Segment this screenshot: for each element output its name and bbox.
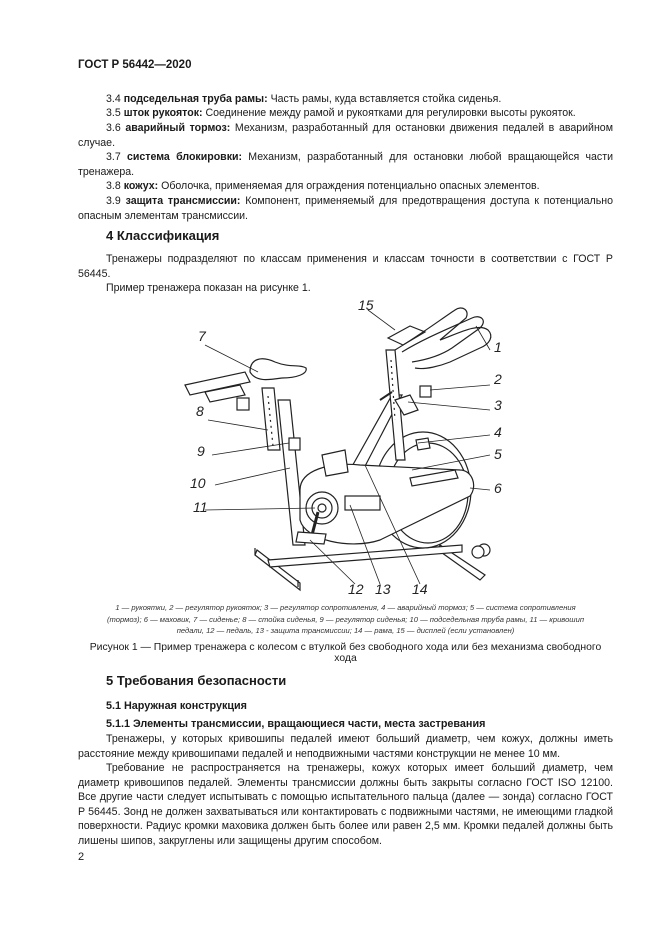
figure-label-10: 10 <box>190 475 206 491</box>
section-5-paragraph-1: Тренажеры, у которых кривошипы педалей имеют больший диаметр, чем кожух, должны иметь расстояние между кривошипами педалей и неподвижными частями конструкции не менее 10 мм. <box>78 733 613 760</box>
section-5-paragraph-2: Требование не распространяется на тренажеры, кожух которых имеет больший диаметр, чем диаметр кривошипов педалей. Элементы трансмиссии должны быть закрыты согласно ГОСТ ISO 12100. Все другие части следует испытывать с помощью испытательного пальца (далее — зонда) согласно ГОСТ Р 56445. Зонд не должен захватываться или контактировать с подвижными частями, не имеющими гладкой поверхности. Радиус кромки маховика должен быть более или равен 2,5 мм. Кромки педалей должны быть лишены шипов, закруглены или защищены другим способом. <box>78 762 613 847</box>
figure-label-11: 11 <box>193 499 208 515</box>
figure-label-2: 2 <box>494 371 502 387</box>
figure-caption: Рисунок 1 — Пример тренажера с колесом с втулкой без свободного хода или без механизма свободного хода <box>89 642 602 664</box>
section-4-title: 4 Классификация <box>106 228 220 243</box>
figure-label-9: 9 <box>197 443 205 459</box>
figure-label-8: 8 <box>196 403 204 419</box>
figure-label-5: 5 <box>494 446 502 462</box>
definition-3-4: 3.4 подседельная труба рамы: Часть рамы, куда вставляется стойка сиденья. <box>106 93 502 105</box>
section-5-title: 5 Требования безопасности <box>106 673 287 688</box>
figure-label-7: 7 <box>198 328 206 344</box>
section-4-paragraph-1: Тренажеры подразделяют по классам применения и классам точности в соответствии с ГОСТ Р 56445. <box>78 253 613 280</box>
figure-legend <box>78 602 613 637</box>
figure-label-14: 14 <box>412 581 428 597</box>
definition-3-5: 3.5 шток рукояток: Соединение между рамой и рукоятками для регулировки высоты рукояток. <box>106 107 576 119</box>
legend-line-3: педали, 12 — педаль, 13 - защита трансмиссии; 14 — рама, 15 — дисплей (если установлен) <box>176 626 515 636</box>
figure-label-1: 1 <box>494 339 502 355</box>
exercise-bike-figure <box>0 290 661 600</box>
figure-label-15: 15 <box>358 297 374 313</box>
figure-label-6: 6 <box>494 480 502 496</box>
standard-header: ГОСТ Р 56442—2020 <box>78 59 192 71</box>
section-5-1-1-title: 5.1.1 Элементы трансмиссии, вращающиеся части, места застревания <box>106 718 486 730</box>
figure-label-3: 3 <box>494 397 502 413</box>
definition-3-8: 3.8 кожух: Оболочка, применяемая для ограждения потенциально опасных элементов. <box>106 180 540 192</box>
figure-label-12: 12 <box>348 581 364 597</box>
section-4-paragraph-2: Пример тренажера показан на рисунке 1. <box>106 282 311 294</box>
figure-label-13: 13 <box>375 581 391 597</box>
definition-3-9: 3.9 защита трансмиссии: Компонент, применяемый для предотвращения доступа к потенциально опасным элементам трансмиссии. <box>78 195 613 222</box>
page-number: 2 <box>78 851 85 863</box>
figure-label-4: 4 <box>494 424 502 440</box>
definition-3-7: 3.7 система блокировки: Механизм, разработанный для остановки любой вращающейся части тренажера. <box>78 151 613 178</box>
legend-line-2: (тормоз); 6 — маховик, 7 — сиденье; 8 — стойка сиденья, 9 — регулятор сиденья; 10 — подседельная труба рамы, 11 — кривошип <box>106 614 585 624</box>
section-5-1-title: 5.1 Наружная конструкция <box>106 700 247 712</box>
definition-3-6: 3.6 аварийный тормоз: Механизм, разработанный для остановки движения педалей в аварийном случае. <box>78 122 613 149</box>
legend-line-1: 1 — рукоятки, 2 — регулятор рукояток; 3 — регулятор сопротивления, 4 — аварийный тормоз; 5 — система сопротивления <box>115 603 576 612</box>
